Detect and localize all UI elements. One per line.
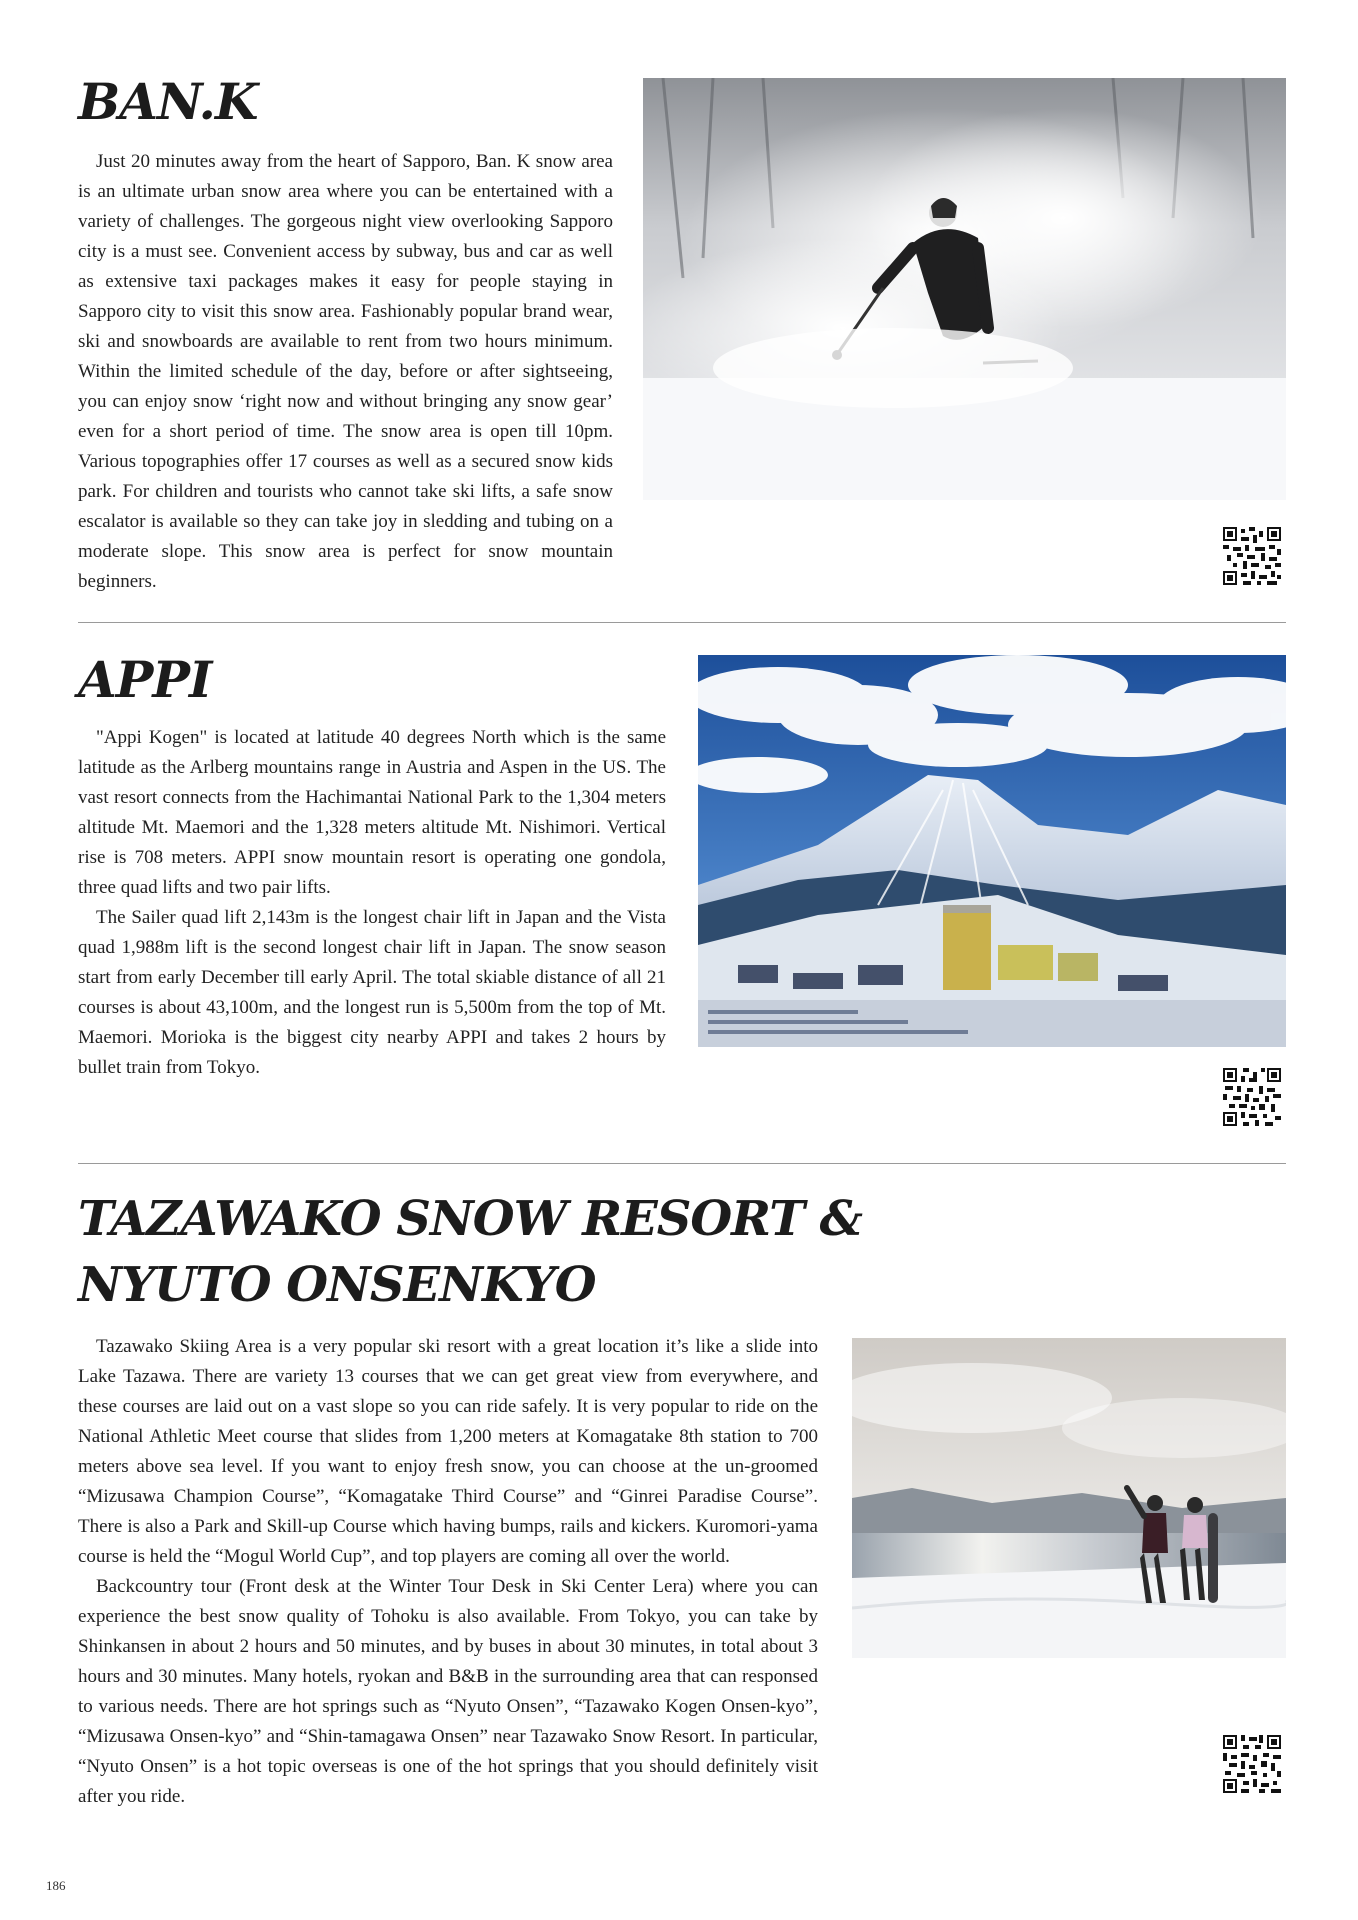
tazawako-paragraph-2: Backcountry tour (Front desk at the Winter Tour Desk in Ski Center Lera) where you can experience the best snow quality of Tohoku is also available. From Tokyo, you can take by Shinkansen in about 2 hours and 50 minutes, and by buses in about 30 minutes, in total about 3 hours and 30 minutes. Many hotels, ryokan and B&B in the surrounding area that can responsed to various needs. There are hot springs such as “Nyuto Onsen”, “Tazawako Kogen Onsen-kyo”, “Mizusawa Onsen-kyo” and “Shin-tamagawa Onsen” near Tazawako Snow Resort. In particular, “Nyuto Onsen” is a hot topic overseas is one of the hot springs that you should definitely visit after you ride. [78, 1576, 818, 1807]
tazawako-body [78, 1332, 818, 1812]
appi-paragraph-2: The Sailer quad lift 2,143m is the longest chair lift in Japan and the Vista quad 1,988m lift is the second longest chair lift in Japan. The snow season start from early December till early April. The total skiable distance of all 21 courses is about 43,100m, and the longest run is 5,500m from the top of Mt. Maemori. Morioka is the biggest city nearby APPI and takes 2 hours by bullet train from Tokyo. [78, 907, 666, 1078]
bank-paragraph-1: Just 20 minutes away from the heart of Sapporo, Ban. K snow area is an ultimate urban snow area where you can be entertained with a variety of challenges. The gorgeous night view overlooking Sapporo city is a must see. Convenient access by subway, bus and car as well as extensive taxi packages makes it easy for people staying in Sapporo city to visit this snow area. Fashionably popular brand wear, ski and snowboards are available to rent from two hours minimum. Within the limited schedule of the day, before or after sightseeing, you can enjoy snow ‘right now and without bringing any snow gear’ even for a short period of time. The snow area is open till 10pm. Various topographies offer 17 courses as well as a secured snow kids park. For children and tourists who cannot take ski lifts, a safe snow escalator is available so they can take joy in sledding and tubing on a moderate slope. This snow area is perfect for snow mountain beginners. [78, 151, 613, 592]
appi-title: APPI [78, 650, 212, 709]
appi-paragraph-1: "Appi Kogen" is located at latitude 40 degrees North which is the same latitude as the Arlberg mountains range in Austria and Aspen in the US. The vast resort connects from the Hachimantai National Park to the 1,304 meters altitude Mt. Maemori and the 1,328 meters altitude Mt. Nishimori. Vertical rise is 708 meters. APPI snow mountain resort is operating one gondola, three quad lifts and two pair lifts. [78, 727, 666, 898]
appi-resort-photo [698, 655, 1286, 1047]
tazawako-qr-code[interactable] [1223, 1735, 1281, 1793]
section-divider-1 [78, 622, 1286, 623]
appi-body [78, 723, 666, 1083]
bank-skier-photo [643, 78, 1286, 500]
tazawako-lake-photo [852, 1338, 1286, 1658]
bank-body [78, 147, 613, 597]
tazawako-paragraph-1: Tazawako Skiing Area is a very popular ski resort with a great location it’s like a slide into Lake Tazawa. There are variety 13 courses that we can get great view from everywhere, and these courses are laid out on a vast slope so you can ride safely. It is very popular to ride on the National Athletic Meet course that slides from 1,200 meters at Komagatake 8th station to 700 meters above sea level. If you want to enjoy fresh snow, you can choose at the un-groomed “Mizusawa Champion Course”, “Komagatake Third Course” and “Ginrei Paradise Course”. There is also a Park and Skill-up Course which having bumps, rails and kickers. Kuromori-yama course is held the “Mogul World Cup”, and top players are coming all over the world. [78, 1336, 818, 1567]
bank-qr-code[interactable] [1223, 527, 1281, 585]
tazawako-title-line-1: TAZAWAKO SNOW RESORT & [78, 1191, 862, 1247]
bank-title: BAN.K [78, 72, 258, 131]
appi-qr-code[interactable] [1223, 1068, 1281, 1126]
section-divider-2 [78, 1163, 1286, 1164]
page-number: 186 [46, 1878, 66, 1893]
tazawako-title-line-2: NYUTO ONSENKYO [78, 1257, 596, 1313]
tazawako-title [78, 1186, 862, 1318]
